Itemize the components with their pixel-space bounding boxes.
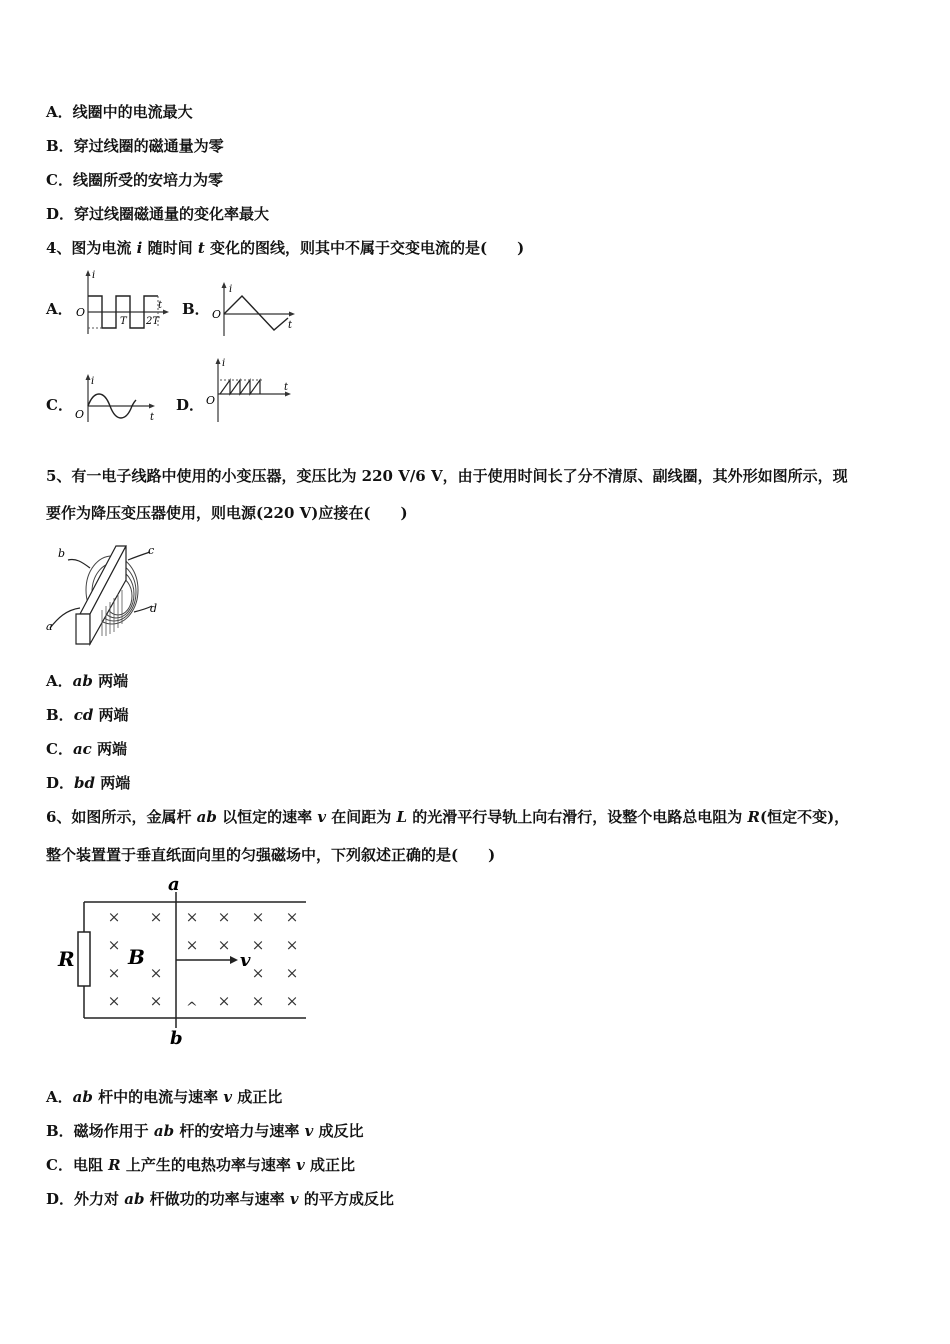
q5-label-b: b [58, 547, 66, 560]
q5-label-c: c [148, 544, 155, 557]
q6-field-cross: × [107, 964, 121, 982]
q4-option-a-label: A． [46, 300, 73, 318]
q6-field-cross: × [285, 936, 299, 954]
q6-field-cross: × [107, 992, 121, 1010]
q6-resistor [78, 932, 90, 986]
q4-c-i-label: i [91, 376, 95, 387]
q4-option-b-label: B． [182, 300, 210, 318]
q6-label-B: B [128, 945, 145, 969]
q4-a-t-label: t [158, 300, 163, 311]
q3-option-a: A．线圈中的电流最大 [46, 103, 193, 121]
q6-field-cross: × [107, 908, 121, 926]
q6-label-R: R [58, 947, 75, 971]
q5-option-d: D．bd 两端 [46, 774, 131, 792]
q4-a-T-label: T [120, 316, 127, 327]
q6-option-c: C．电阻 R 上产生的电热功率与速率 v 成正比 [46, 1156, 356, 1174]
q4-c-o-label: O [75, 408, 85, 421]
q4-graph-c [72, 372, 164, 426]
q6-field-cross: × [149, 992, 163, 1010]
q5-label-a: a [46, 620, 53, 633]
q4-d-i-label: i [222, 358, 226, 369]
q4-option-c-label: C． [46, 396, 73, 414]
q4-stem: 4、图为电流 i 随时间 t 变化的图线，则其中不属于交变电流的是( ) [46, 239, 525, 257]
q6-field-cross: × [285, 908, 299, 926]
q6-circuit-figure [50, 872, 320, 1052]
q4-a-2T-label: 2T [146, 316, 160, 327]
q4-graph-d [202, 354, 298, 426]
q6-field-cross: × [285, 992, 299, 1010]
q5-option-a: A．ab 两端 [46, 672, 129, 690]
q4-option-d-label: D． [176, 396, 205, 414]
q6-field-cross: × [185, 936, 199, 954]
q6-caret-mark: ^ [186, 1000, 198, 1016]
q4-b-t-label: t [288, 320, 293, 331]
q6-label-a: a [168, 874, 180, 895]
q5-label-d: d [150, 602, 158, 615]
q6-field-cross: × [217, 992, 231, 1010]
q4-c-t-label: t [150, 412, 155, 423]
q6-label-b: b [170, 1028, 183, 1049]
q4-d-t-label: t [284, 382, 289, 393]
q5-option-b: B．cd 两端 [46, 706, 129, 724]
q5-stem-line1: 5、有一电子线路中使用的小变压器，变压比为 220 V/6 V，由于使用时间长了分不清原、副线圈，其外形如图所示，现 [46, 467, 848, 485]
q6-option-a: A．ab 杆中的电流与速率 v 成正比 [46, 1088, 283, 1106]
q4-b-i-label: i [229, 284, 233, 295]
q6-field-cross: × [285, 964, 299, 982]
q4-a-o-label: O [76, 306, 86, 319]
q3-option-d: D．穿过线圈磁通量的变化率最大 [46, 205, 270, 223]
q6-field-cross: × [107, 936, 121, 954]
q6-field-cross: × [149, 964, 163, 982]
q4-d-o-label: O [206, 394, 216, 407]
q6-field-cross: × [251, 908, 265, 926]
q6-field-cross: × [185, 908, 199, 926]
q6-option-d: D．外力对 ab 杆做功的功率与速率 v 的平方成反比 [46, 1190, 394, 1208]
q4-b-o-label: O [212, 308, 222, 321]
q4-a-i-label: i [92, 270, 96, 281]
q4-graph-a [72, 266, 172, 338]
q3-option-b: B．穿过线圈的磁通量为零 [46, 137, 224, 155]
q4-graph-b [208, 280, 300, 340]
q6-field-cross: × [251, 964, 265, 982]
q6-stem-line2: 整个装置置于垂直纸面向里的匀强磁场中，下列叙述正确的是( ) [46, 846, 496, 864]
q5-option-c: C．ac 两端 [46, 740, 128, 758]
q6-stem-line1: 6、如图所示，金属杆 ab 以恒定的速率 v 在间距为 L 的光滑平行导轨上向右滑行，设整个电路总电阻为 R(恒定不变)， [46, 808, 850, 826]
q5-transformer-figure [46, 540, 166, 650]
q6-field-cross: × [217, 936, 231, 954]
q6-field-cross: × [251, 992, 265, 1010]
q6-field-cross: × [217, 908, 231, 926]
q5-stem-line2: 要作为降压变压器使用，则电源(220 V)应接在( ) [46, 504, 408, 522]
q6-field-cross: × [149, 908, 163, 926]
q6-option-b: B．磁场作用于 ab 杆的安培力与速率 v 成反比 [46, 1122, 364, 1140]
q6-field-cross: × [251, 936, 265, 954]
q6-label-v: v [240, 950, 251, 971]
q3-option-c: C．线圈所受的安培力为零 [46, 171, 223, 189]
